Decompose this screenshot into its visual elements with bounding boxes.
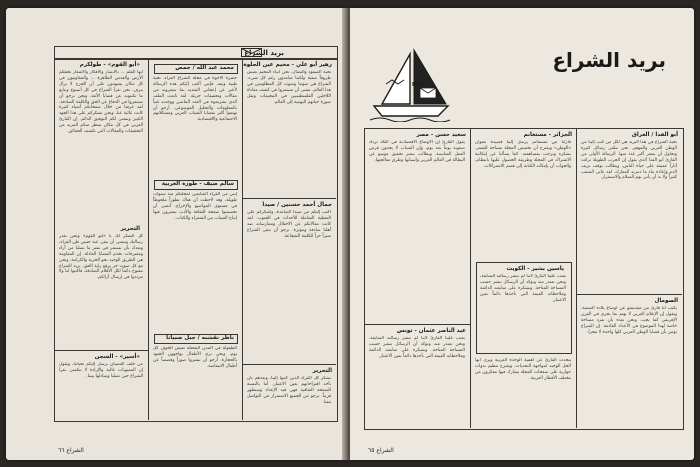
section-rule (364, 324, 470, 325)
magazine-spread (6, 8, 694, 460)
letter-body: يقول القارئ إن الأوضاع الاقتصادية في البلاد تزداد صعوبة يوماً بعد يوم، وإن الشباب لا يجدون فرص العمل المناسبة. ويطالب بنشر تحقيق موسع عن البطالة في العالم العربي وأسبابها وطرق معالجتها. (369, 140, 465, 163)
letter-body: إنني من القراء المتابعين لمجلتكم منذ سنوات طويلة، وقد لاحظت أن هناك تطوراً ملحوظاً في مستوى المواضيع والإخراج. أتمنى أن تخصصوا صفحة للثقافة والأدب تنشرون فيها إنتاج الشباب من الشعراء والكتاب. (153, 192, 237, 221)
letter-title: ناظر نقشبه / جبل صبيانا (166, 335, 234, 341)
section-rule (242, 198, 336, 199)
section-rule (576, 294, 682, 295)
letter-title: سالم ضيف - طوزة الغربية (161, 181, 234, 187)
letter-title: «أسير» - السجن (94, 354, 140, 360)
column-rule (148, 58, 149, 420)
letter-title: سعيد حسن - مصر (416, 132, 466, 138)
letter-body: نشكر كل القراء الذين كتبوا إلينا، ونعدهم بأن نأخذ اقتراحاتهم بعين الاعتبار. أما بالنسبة للصفحة الثقافية فهي قيد الإعداد وستظهر قريباً. نرجو من الجميع الاستمرار في التواصل معنا. (247, 376, 331, 405)
letter-title: محمد عبد الله / حمص (175, 65, 234, 71)
column-rule (242, 58, 243, 420)
letter-body: حضرة الأخوة في مجلة الشراع الغراء، تحية طيبة وبعد، فإنني أكتب إليكم هذه الرسالة لأعبر عن إعجابي الشديد بما تنشرونه من مقالات وتحقيقات جريئة. لقد تابعت الملف الذي نشرتموه في العدد الماضي ووجدته غنياً بالمعلومات والتحليل الموضوعي. أرجو أن تهتموا أكثر بقضايا الشباب العربي ومشكلاتهم الاجتماعية والاقتصادية. (153, 76, 237, 123)
letter-title: الجزائر - مستغانم (523, 132, 572, 138)
letter-title: «أبو القوم» - طولكرم (79, 62, 140, 68)
letter-body: قارئنا من مستغانم يرسل إلينا قصيدة بعنوان «الوطن» ويقترح أن تخصص المجلة مساحة للشعر. نشكره ونرحب بمساهمته. كما يسألنا عن إمكانية الاشتراك في المجلة وطريقة الحصول عليها بانتظام، والجواب أن بإمكانه الكتابة إلى قسم الاشتراكات. (475, 140, 571, 169)
column-rule (576, 128, 577, 428)
logo-mail-text: MAIL (412, 82, 426, 88)
letter-title: الصومال (654, 298, 678, 304)
letter-body: أيها القلم ... بالأبصار والأفكار والأشعار تحتلكم الأرض والقدس الطاهرة ... والمقاومون في كل مكان يشهدون على أن الجرح لا يزال ينزف. نحن نقرأ الشراع في كل أسبوع ونتابع ما تكتبونه عن قضايا الأمة، ونحن نرجو أن تستمروا في الدفاع عن الحق والكلمة الصادقة. لقد عرفنا من خلال صفحاتكم أشياء كثيرة كانت غائبة عنا، ونحن نشكركم على هذا الجهد الكبير ونتمنى لكم التوفيق الدائم. إن القارئ العربي في كل مكان ينتظر منكم المزيد من التحقيقات والمقالات التي تكشف الحقائق. (59, 70, 143, 135)
page-number: الشراع ٦٥ (368, 447, 394, 454)
letter-body: أكتب إليكم من صيدا الصامدة، وأشكركم على التغطية الشاملة للأحداث في الجنوب. لقد كانت مقالاتكم عن الاحتلال وممارساته ضد أهلنا صادقة ومؤثرة. نرجو أن تبقى الشراع منبراً حراً للكلمة الشجاعة. (247, 210, 331, 239)
banner-title: بريد الشراع (552, 48, 666, 72)
letter-body: كل الشكر لك يا «أبو القوم» ونحن نقدر رسالتك ونتمنى أن نبقى عند حسن ظن القراء، ونعدك بأن نستمر في نشر ما يصلنا من آراء ومقترحات تخدم القضايا العادلة. إن المقاومة هي الطريق الوحيد نحو الحرية والكرامة، ونحن مع كل صوت حر يرفع راية الحق. بريد الشراع مفتوح دائماً لكل الأقلام الصادقة، فاكتبوا لنا ولا تترددوا في إرسال آرائكم. (59, 234, 143, 281)
letter-body: من خلف القضبان نرسل إليكم تحياتنا، ونقول إن المعنويات عالية والإرادة لا تنكسر. نقرأ الشراع حين تصلنا ونتبادلها بيننا. (59, 362, 143, 379)
sail-mail-logo (368, 44, 454, 122)
letter-title: التحرير (312, 368, 332, 374)
letter-body: يكتب لنا قارئ من مقديشو عن أوضاع بلاده الصعبة، ويقول إن الإعلام العربي لا يهتم بما يجري في القرن الإفريقي كما يجب. ونحن نعده بأن نفرد مساحة خاصة لهذا الموضوع في الأعداد القادمة. إن الشراع تؤمن بأن قضايا الوطن العربي كلها واحدة لا تتجزأ. (581, 306, 677, 335)
letter-title: جمال أحمد حسنين / صيدا (262, 202, 332, 208)
right-page (350, 8, 694, 460)
page-number: الشراع ٦٦ (58, 447, 84, 454)
letter-body: يعتب علينا القارئ لأننا لم ننشر رسالته السابقة، ونحن نعتذر منه ونؤكد أن الرسائل تنشر حسب المساحة المتاحة. ونشكره على متابعته الدائمة وملاحظاته القيمة التي نأخذها دائماً بعين الاعتبار. (369, 336, 465, 359)
letter-body: تحية الصمود والنضال، نحن أبناء المخيم نعيش ظروفاً صعبة ولكننا صامدون رغم كل شيء. الشراع هي صوتنا وصوت كل المظلومين في هذا العالم. نتمنى أن تستمروا في كشف معاناة اللاجئين الفلسطينيين في المخيمات ونقل صورة حياتهم اليومية إلى العالم. (247, 70, 331, 105)
letter-title: ياسين بشير - الكويت (506, 266, 564, 272)
letter-title: أبو الفدا / العراق (631, 132, 678, 138)
letter-title: زهير أبو علي - مخيم عين الحلوة (243, 62, 332, 68)
letter-title: عبد الناصر عثمان - تونس (396, 328, 466, 334)
letter-body: يتحدث القارئ عن أهمية الوحدة العربية ويرى أنها الحل الوحيد لمواجهة التحديات. ويقترح تنظيم ندوات حوارية على صفحات المجلة يشارك فيها مفكرون من مختلف الأقطار العربية. (475, 358, 571, 381)
column-rule (470, 128, 471, 428)
envelope-icon (241, 48, 263, 57)
letter-body: الطفولة في المدن المحتلة تعيش الخوف كل يوم، ونحن نرى الأطفال يواجهون الجنود بالحجارة. أرجو أن تنشروا صوراً وقصصاً عن أطفال الانتفاضة. (153, 346, 237, 369)
letter-title: التحرير (120, 226, 140, 232)
letter-body: تحية الشراع في هذا البريد هي لكل من كتب إلينا من الوطن العربي والمهجر. نحن نتلقى رسائل كثيرة ونحاول أن ننشر أكبر عدد منها. الرسالة الأولى من القارئ أبو الفدا الذي يقول إن الحرب الطويلة تركت آثاراً عميقة على حياة الناس، ويطالب بوقف نزيف الدم وإعادة بناء ما دمرته المعارك. لقد عانى الشعب كثيراً ولا بد أن يأتي يوم السلام والاستقرار. (581, 140, 677, 181)
left-page (6, 8, 346, 460)
section-rule (54, 350, 148, 351)
section-header: بريد الشراع (244, 49, 284, 57)
section-rule (242, 364, 336, 365)
letter-body: يعتب علينا القارئ لأننا لم ننشر رسالته السابقة، ونحن نعتذر منه ونؤكد أن الرسائل تنشر حسب المساحة المتاحة. ونشكره على متابعته الدائمة وملاحظاته القيمة التي نأخذها دائماً بعين الاعتبار. (480, 274, 566, 303)
